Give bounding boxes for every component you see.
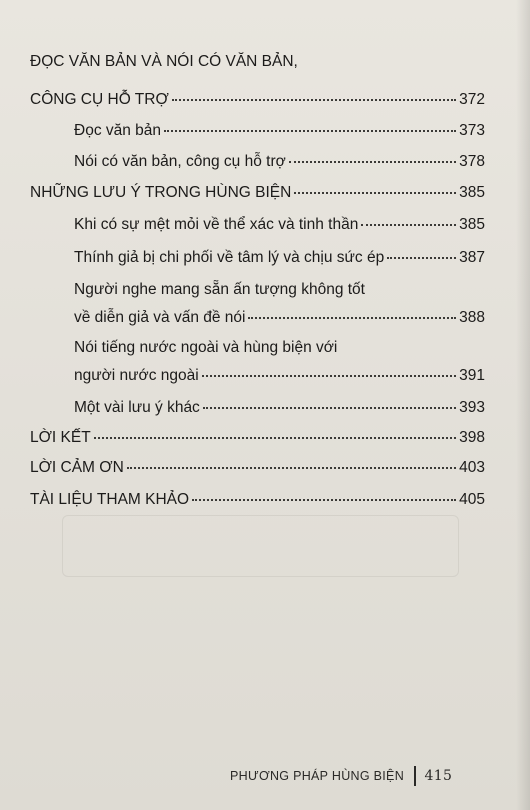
toc-entry-title: người nước ngoài bbox=[74, 367, 199, 384]
dot-leader bbox=[94, 437, 456, 439]
dot-leader bbox=[203, 407, 456, 409]
dot-leader bbox=[164, 130, 456, 132]
toc-page-number: 391 bbox=[459, 367, 485, 384]
toc-entry-title: Khi có sự mệt mỏi về thể xác và tinh thần bbox=[74, 216, 359, 233]
toc-page-number: 403 bbox=[459, 459, 485, 476]
toc-entry-title: Nói có văn bản, công cụ hỗ trợ bbox=[74, 153, 286, 170]
toc-entry bbox=[30, 428, 485, 448]
toc-entry bbox=[74, 366, 485, 386]
page-number: 415 bbox=[424, 768, 453, 784]
toc-entry bbox=[30, 90, 485, 110]
toc-page-number: 405 bbox=[459, 491, 485, 508]
toc-entry bbox=[74, 152, 485, 172]
dot-leader bbox=[294, 192, 456, 194]
dot-leader bbox=[289, 161, 456, 163]
toc-entry-title: Thính giả bị chi phối về tâm lý và chịu sức ép bbox=[74, 249, 385, 266]
toc-entry-first-line: Nói tiếng nước ngoài và hùng biện với bbox=[74, 339, 338, 356]
running-title: PHƯƠNG PHÁP HÙNG BIỆN bbox=[230, 769, 405, 783]
dot-leader bbox=[248, 317, 456, 319]
toc-entry bbox=[30, 183, 485, 203]
toc-entry-title: TÀI LIỆU THAM KHẢO bbox=[30, 491, 190, 508]
toc-page-number: 388 bbox=[459, 309, 485, 326]
toc-entry-title: LỜI KẾT bbox=[30, 429, 91, 446]
toc-entry bbox=[74, 215, 485, 235]
dot-leader bbox=[361, 224, 456, 226]
toc-page-number: 387 bbox=[459, 249, 485, 266]
toc-page-number: 372 bbox=[459, 91, 485, 108]
toc-entry bbox=[30, 490, 485, 510]
toc-entry bbox=[30, 458, 485, 478]
toc-entry bbox=[74, 121, 485, 141]
bleed-through-box bbox=[62, 515, 459, 577]
toc-page-number: 385 bbox=[459, 184, 485, 201]
toc-entry bbox=[74, 248, 485, 268]
toc-page-number: 378 bbox=[459, 153, 485, 170]
toc-entry-title: CÔNG CỤ HỖ TRỢ bbox=[30, 91, 169, 108]
dot-leader bbox=[127, 467, 456, 469]
toc-page-number: 385 bbox=[459, 216, 485, 233]
toc-entry-title: LỜI CẢM ƠN bbox=[30, 459, 124, 476]
dot-leader bbox=[192, 499, 456, 501]
toc-entry-first-line: Người nghe mang sẵn ấn tượng không tốt bbox=[74, 281, 365, 298]
page-footer bbox=[230, 764, 490, 788]
toc-page-number: 393 bbox=[459, 399, 485, 416]
toc-entry-title: về diễn giả và vấn đề nói bbox=[74, 309, 246, 326]
toc-entry-first-line: ĐỌC VĂN BẢN VÀ NÓI CÓ VĂN BẢN, bbox=[30, 53, 298, 70]
page-edge-shadow bbox=[516, 0, 530, 810]
toc-page-number: 373 bbox=[459, 122, 485, 139]
dot-leader bbox=[202, 375, 456, 377]
toc-entry-title: NHỮNG LƯU Ý TRONG HÙNG BIỆN bbox=[30, 184, 292, 201]
toc-entry bbox=[74, 308, 485, 328]
toc-page-number: 398 bbox=[459, 429, 485, 446]
dot-leader bbox=[172, 99, 456, 101]
toc-entry bbox=[74, 398, 485, 418]
dot-leader bbox=[387, 257, 456, 259]
footer-divider bbox=[414, 766, 416, 786]
toc-entry-title: Một vài lưu ý khác bbox=[74, 399, 200, 416]
toc-entry-title: Đọc văn bản bbox=[74, 122, 162, 139]
